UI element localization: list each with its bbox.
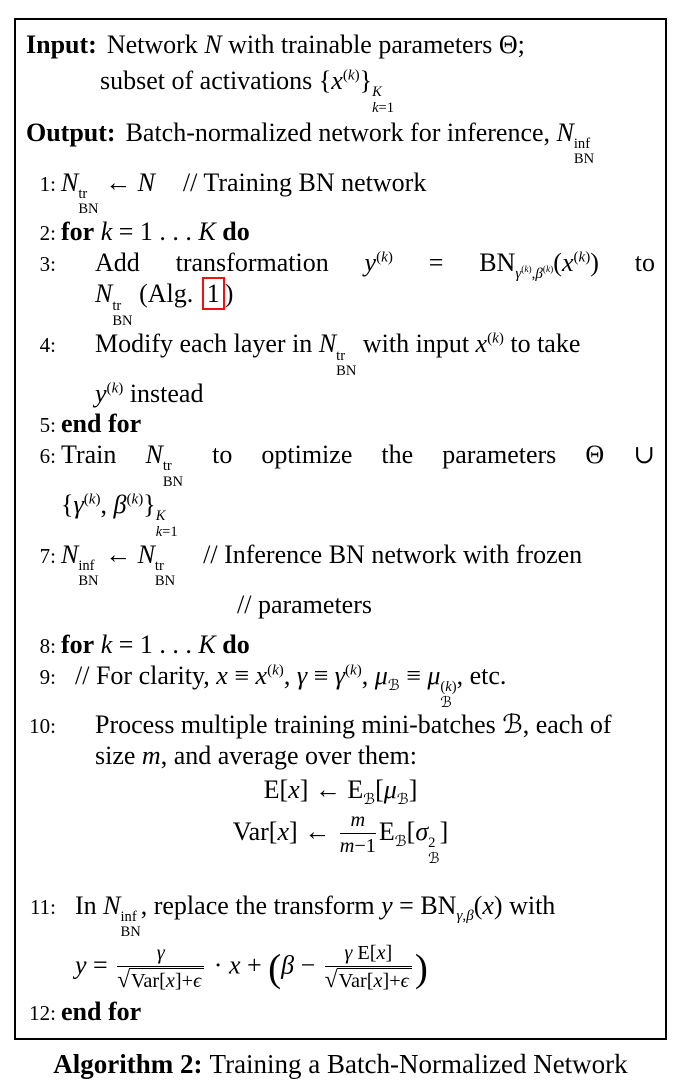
algorithm-line-12	[26, 997, 655, 1028]
alg1-reference-link[interactable]: 1	[202, 277, 225, 310]
equation: Var[x] ← $\frac{m}{m-1}$ $E_ℬ[\sigma$ 2 ℬ ]	[232, 809, 449, 868]
line-content: // For clarity, $x \equiv x^{(k)}$, $\gamma \equiv \gamma^{(k)}$, $\mu_ℬ \equiv \mu$ (k) ℬ , etc.	[75, 660, 507, 712]
line-number: 12:	[29, 1001, 56, 1026]
equation-line	[26, 773, 655, 807]
algorithm-line-4	[26, 329, 655, 379]
algorithm-line-1	[26, 168, 655, 218]
line-number: 3:	[39, 252, 56, 277]
page	[0, 18, 681, 1080]
output-text: Batch-normalized network for inference, N inf BN	[125, 117, 595, 168]
line-number: 1:	[39, 171, 56, 196]
line-content: {$\gamma^{(k)}$, $\beta^{(k)}$} K k=1	[61, 489, 178, 540]
continuation-line	[26, 379, 655, 409]
input-label: Input:	[26, 30, 97, 59]
line-number: 11:	[29, 894, 56, 919]
line-content: In N inf BN , replace the transform $y = BN_{\gamma,\beta}(x)$ with	[75, 890, 556, 941]
line-content: Train N tr BN to optimize the parameters Θ ∪	[61, 440, 655, 490]
input-text: Network N with trainable parameters Θ;	[106, 30, 525, 59]
line-content: Process multiple training mini-batches ℬ, each of	[95, 710, 612, 741]
line-number: 4:	[39, 333, 56, 358]
line-number: 10:	[29, 714, 56, 739]
continuation-line	[26, 741, 655, 771]
line-content: for k = 1 . . . K do	[61, 217, 250, 247]
line-number: 7:	[39, 543, 56, 568]
line-content: size m, and average over them:	[95, 741, 417, 771]
algorithm-line-6	[26, 440, 655, 490]
line-content: // parameters	[237, 589, 372, 619]
line-content: end for	[61, 997, 142, 1027]
algorithm-lines	[26, 168, 655, 1028]
algorithm-line-8	[26, 630, 655, 661]
caption-label: Algorithm 2:	[53, 1049, 203, 1080]
algorithm-line-11	[26, 891, 655, 941]
input-continuation-text: subset of activations $\{x^{(k)}\}$ K k=1	[100, 66, 395, 116]
algorithm-line-9	[26, 661, 655, 711]
algorithm-line-7	[26, 540, 655, 590]
algorithm-line-10	[26, 710, 655, 741]
continuation-line	[26, 490, 655, 540]
line-number: 8:	[39, 633, 56, 658]
line-content: N inf BN ← N tr BN // Inference BN network with frozen	[61, 539, 583, 590]
line-number: 5:	[39, 413, 56, 438]
line-content: Modify each layer in N tr BN with input $x^{(k)}$ to take	[95, 329, 581, 379]
caption-text: Training a Batch-Normalized Network	[209, 1049, 628, 1080]
algorithm-line-5	[26, 409, 655, 440]
line-number: 9:	[39, 664, 56, 689]
line-content: y = γ √ Var[x]+ϵ · x + (β − γ E[x] √ Var[x]+ϵ )	[75, 942, 428, 993]
equation-line	[26, 809, 655, 866]
equation: E[x] ← $E_ℬ[\mu_ℬ]$	[263, 775, 418, 809]
line-content: N tr BN (Alg. 1 )	[95, 279, 234, 330]
continuation-line	[26, 942, 655, 993]
algorithm-line-2	[26, 217, 655, 248]
output-label: Output:	[26, 117, 116, 147]
line-content: N tr BN ← N // Training BN network	[61, 167, 427, 218]
algorithm-caption	[0, 1048, 681, 1080]
continuation-line	[26, 279, 655, 329]
algorithm-line-3	[26, 248, 655, 282]
line-content: Add transformation $y^{(k)} = BN_{\gamma^{(k)},\beta^{(k)}}(x^{(k)})$ to	[95, 248, 655, 282]
input-continuation	[26, 62, 655, 116]
input-line	[26, 28, 655, 62]
line-number: 6:	[39, 444, 56, 469]
line-content: for k = 1 . . . K do	[61, 629, 250, 659]
algorithm-box	[14, 18, 667, 1040]
line-content: $y^{(k)}$ instead	[95, 379, 204, 409]
line-number: 2:	[39, 221, 56, 246]
line-content: end for	[61, 409, 142, 439]
output-line	[26, 116, 655, 168]
continuation-line	[26, 590, 655, 620]
